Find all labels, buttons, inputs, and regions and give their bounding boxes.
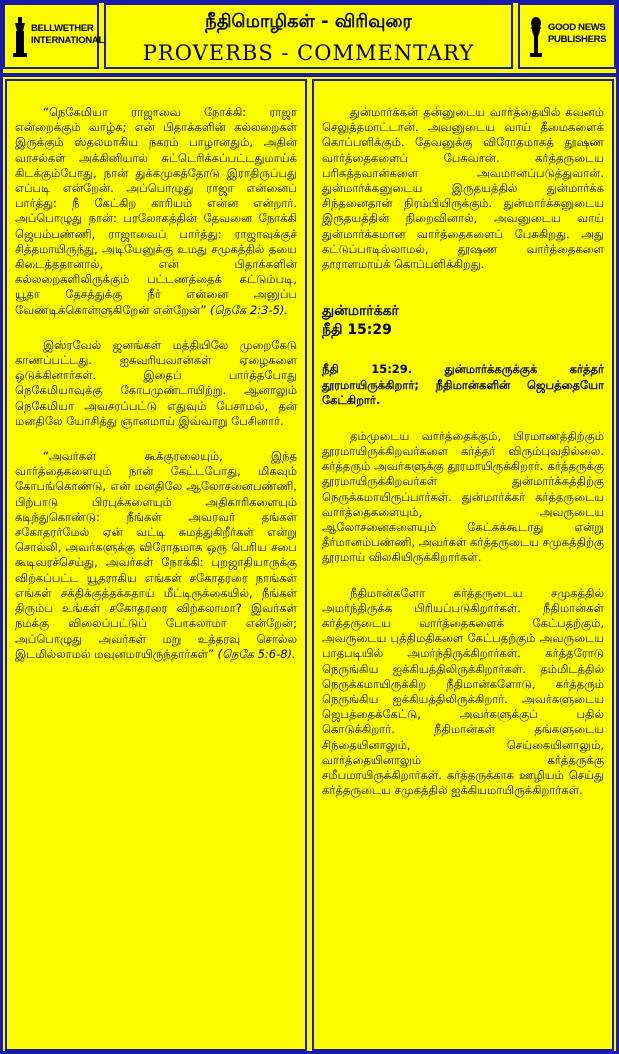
publisher-logo-box-right <box>518 3 616 69</box>
left-column <box>5 79 307 1051</box>
section-heading-reference: நீதி 15:29 <box>322 322 392 339</box>
page-header <box>3 3 616 73</box>
right-paragraph-3: நீதிமான்களோ கர்த்தருடைய சமுகத்தில் அமர்ந்திருக்க பிரியப்படுகிறார்கள். நீதிமான்கள் கர்த்தருடைய வார்த்தைகளைக் கேட்பதற்கும், அவருடைய புத்திமதிகளை கேட்பதற்கும் அவருடைய பாதபடியில் அமர்ந்திருக்கிறார்கள். கர்த்தரோடு நெருங்கிய ஐக்கியத்திலிருக்கிறார்கள். தம்மிடத்தில் நெருக்கமாயிருக்கிற நீதிமான்களோடு, கர்த்தரும் நெருங்கிய ஐக்கியத்திலிருக்கிறார். அவர்களுடைய ஜெபத்தைக்கேட்டு, அவர்களுக்குப் பதில் கொடுக்கிறார். நீதிமான்கள் தங்களுடைய சிந்தையினாலும், செய்கையினாலும், வார்த்தையினாலும் கர்த்தருக்கு சமீபமாயிருக்கிறார்கள். கர்த்தருக்காக ஊழியம் செய்து கர்த்தருடைய சமுகத்தில் ஐக்கியமாயிருக்கிறார்கள். <box>322 585 604 798</box>
right-paragraph-2: தம்முடைய வார்த்தைக்கும், பிரமாணத்திற்கும் தூரமாயிருக்கிறவர்களை கர்த்தர் விரும்புவதில்லை. கர்த்தரும் அவர்களுக்கு தூரமாயிருக்கிறார். கர்த்தருக்கு தூரமாயிருக்கிறவர்கள் துன்மார்க்கத்திற்கு நெருக்கமாயிருப்பார்கள். துன்மார்க்கர் கர்த்தருடைய வார்த்தைகளையும், அவருடைய ஆலோசனைகளையும் கேட்கக்கூடாது என்று தீர்மானம்பண்ணி, அவர்கள் கர்த்தருடைய சமுகத்திற்கு தூரமாய் விலகியிருக்கிறார்கள். <box>322 428 604 565</box>
good-news-logo <box>526 17 608 59</box>
right-paragraph-1: துன்மார்க்கன் தன்னுடைய வார்த்தையில் கவனம் செலுத்தமாட்டான். அவனுடைய வாய் தீமைகளைக் கொப்பளிக்கும். தேவனுக்கு விரோதமாகத் தூஷண வார்த்தைகளைப் பேசுவான். கர்த்தருடைய பரிசுத்தவான்களை அவமானப்படுத்துவான். துன்மார்க்கனுடைய இருதயத்தில் துன்மார்க்க சிந்தனைதான் நிரம்பியிருக்கும். துன்மார்க்கனுடைய இருதயத்தின் நிறைவினால், அவனுடைய வாய் துன்மார்க்கமான வார்த்தைகளைப் பேசுகிறது. அது கட்டுப்பாடில்லாமல், தூஷண வார்த்தைகளை தாராளமாய்க் கொப்பளிக்கிறது. <box>322 105 604 272</box>
header-divider <box>3 73 616 77</box>
title-box <box>104 3 513 69</box>
left-paragraph-3-text: “அவர்கள் கூக்குரலையும், இந்த வார்த்தைகளையும் நான் கேட்டபோது, மிகவும் கோபங்கொண்டு, என் மனதிலே ஆலோசனைபண்ணி, பிற்பாடு பிரபுக்களையும் அதிகாரிகளையும் கடிந்துகொண்டு: நீங்கள் அவரவர் தங்கள் சகோதரர்மேல் ஏன் வட்டி சுமத்துகிறீர்கள் என்று சொல்லி, அவர்களுக்கு விரோதமாக ஒரு பெரிய சபை கூடிவரச்செய்து, அவர்கள் நோக்கி: புறஜாதியாருக்கு விற்கப்பட்ட யூதராகிய எங்கள் சகோதரரை நாங்கள் எங்கள் சக்திக்குத்தக்கதாய் மீட்டிருக்கையில், நீங்கள் திரும்ப உங்கள் சகோதரரை விற்கலாமா? இவர்கள் நமக்கு விலைப்பட்டுப் போகலாமா என்றேன்; அப்பொழுது அவர்கள் மறு உத்தரவு சொல்ல இடமில்லாமல் மவுனமாயிருந்தார்கள்” <box>15 449 297 661</box>
publisher-logo-box-left <box>3 3 104 69</box>
section-heading <box>322 302 604 340</box>
verse-text: நீதி 15:29. துன்மார்க்கருக்குக் கர்த்தர் தூரமாயிருக்கிறார்; நீதிமான்களின் ஜெபத்தையோ கேட்கிறார். <box>322 362 604 408</box>
bellwether-logo <box>11 17 104 59</box>
right-logo-line1: GOOD NEWS <box>548 22 606 33</box>
left-paragraph-3 <box>15 449 297 662</box>
right-logo-line2: PUBLISHERS <box>548 34 607 45</box>
scripture-reference: (நெகே 5:6-8). <box>217 646 296 661</box>
left-paragraph-1 <box>15 105 297 318</box>
left-logo-line2: INTERNATIONAL <box>31 35 104 46</box>
torch-icon <box>528 17 544 57</box>
scripture-reference: (நெகே 2:3-5). <box>209 302 289 317</box>
left-logo-line1: BELLWETHER <box>31 23 94 34</box>
section-heading-title: துன்மார்க்கர் <box>322 303 399 320</box>
title-english: PROVERBS - COMMENTARY <box>142 41 475 65</box>
title-tamil: நீதிமொழிகள் - விரிவுரை <box>205 11 412 32</box>
right-column <box>312 79 614 1051</box>
left-paragraph-2: இஸ்ரவேல் ஜனங்கள் மத்தியிலே முறைகேடு காணப்பட்டது. ஐசுவரியவான்கள் ஏழைகளை ஒடுக்கினார்கள். இதைப் பார்த்தபோது நெகேமியாவுக்கு கோபமுண்டாயிற்று. ஆனாலும் நெகேமியா அவசரப்பட்டு எதுவும் பேசாமல், தன் மனதிலே யோசித்து ஞானமாய் இவ்வாறு பேசினார். <box>15 337 297 428</box>
left-paragraph-1-text: “நெகேமியா ராஜாவை நோக்கி: ராஜா என்றைக்கும் வாழ்க; என் பிதாக்களின் கல்லறைகள் இருக்கும் ஸ்தலமாகிய நகரம் பாழானதும், அதின் வாசல்கள் அக்கினியால் சுட்டெரிக்கப்பட்டதுமாய்க் கிடக்கும்போது, நான் துக்கமுகத்தோடு இராதிருப்பது எப்படி என்றேன். அப்பொழுது ராஜா என்னைப் பார்த்து: நீ கேட்கிற காரியம் என்ன என்றார். அப்பொழுது நான்: பரலோகத்தின் தேவனை நோக்கி ஜெபம்பண்ணி, ராஜாவைப் பார்த்து: ராஜாவுக்குச் சித்தமாயிருந்து, அடியேனுக்கு உமது சமுகத்தில் தயை கிடைத்ததானால், என் பிதாக்களின் கல்லறைகளிலிருக்கும் பட்டணத்தைக் கட்டும்படி, யூதா தேசத்துக்கு நீர் என்னை அனுப்ப வேண்டிக்கொள்ளுகிறேன் என்றேன்” <box>15 105 297 317</box>
bell-tower-icon <box>13 17 27 57</box>
